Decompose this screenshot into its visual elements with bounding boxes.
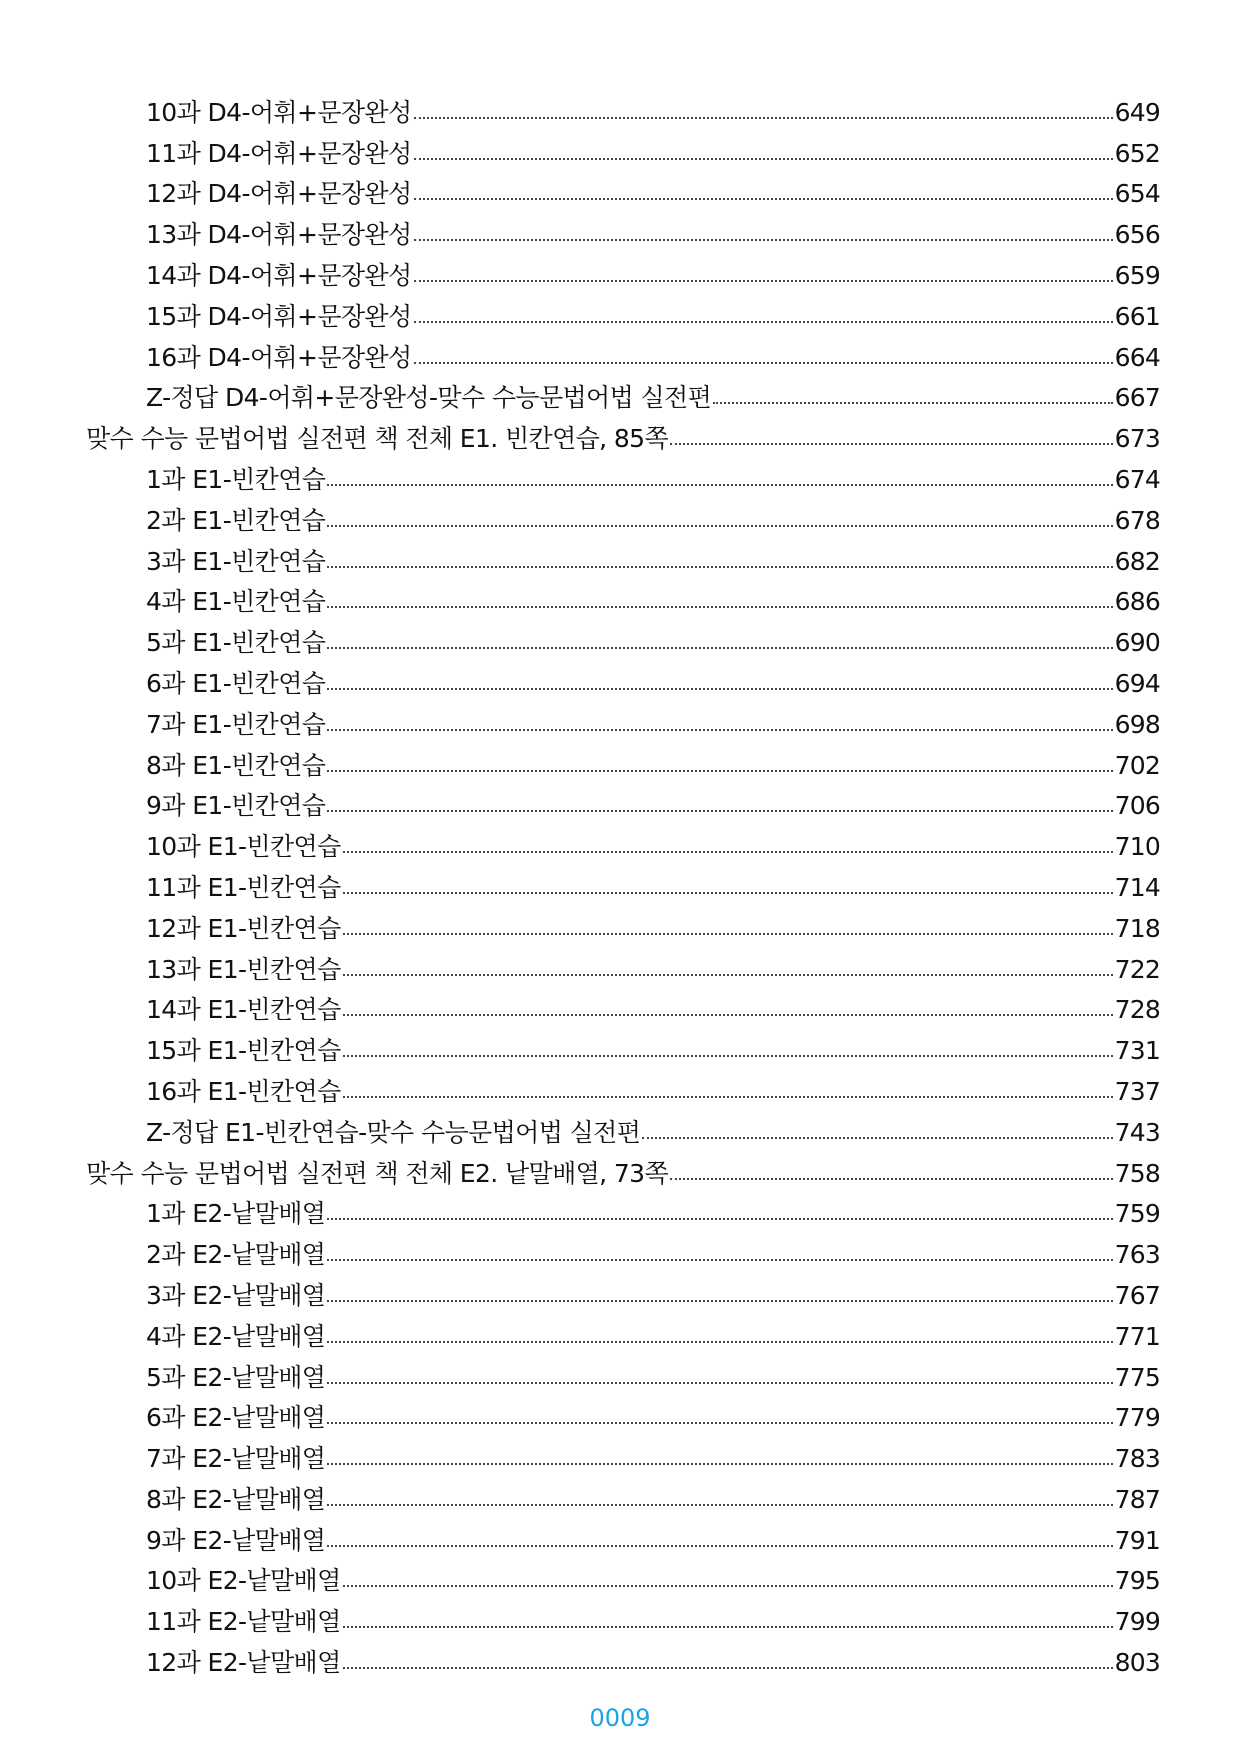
toc-dot-leader bbox=[327, 810, 1112, 812]
toc-entry[interactable] bbox=[0, 740, 1240, 781]
toc-dot-leader bbox=[414, 280, 1113, 282]
toc-entry-title: 5과 E2-낱말배열 bbox=[146, 1362, 326, 1392]
toc-entry[interactable] bbox=[0, 944, 1240, 985]
toc-entry-page-number: 728 bbox=[1114, 995, 1160, 1025]
toc-entry[interactable] bbox=[0, 821, 1240, 862]
toc-entry-page-number: 791 bbox=[1114, 1525, 1160, 1555]
page-number: 0009 bbox=[589, 1704, 651, 1732]
toc-entry-page-number: 706 bbox=[1114, 791, 1160, 821]
toc-entry[interactable] bbox=[0, 1515, 1240, 1556]
toc-entry-page-number: 779 bbox=[1114, 1403, 1160, 1433]
toc-dot-leader bbox=[713, 402, 1113, 404]
toc-dot-leader bbox=[414, 321, 1113, 323]
toc-entry[interactable] bbox=[0, 536, 1240, 577]
toc-entry[interactable] bbox=[0, 1229, 1240, 1270]
toc-entry-page-number: 678 bbox=[1114, 505, 1160, 535]
toc-entry-page-number: 763 bbox=[1114, 1240, 1160, 1270]
toc-dot-leader bbox=[327, 1422, 1112, 1424]
toc-entry[interactable] bbox=[0, 1270, 1240, 1311]
toc-entry-page-number: 714 bbox=[1114, 872, 1160, 902]
toc-entry[interactable] bbox=[0, 903, 1240, 944]
toc-entry-title: 2과 E1-빈칸연습 bbox=[146, 505, 326, 535]
toc-entry-title: 10과 E1-빈칸연습 bbox=[146, 832, 341, 862]
toc-entry-page-number: 787 bbox=[1114, 1484, 1160, 1514]
toc-entry[interactable] bbox=[0, 250, 1240, 291]
toc-entry-title: 9과 E1-빈칸연습 bbox=[146, 791, 326, 821]
toc-entry[interactable] bbox=[0, 781, 1240, 822]
toc-entry-title: 1과 E1-빈칸연습 bbox=[146, 464, 326, 494]
toc-entry-page-number: 783 bbox=[1114, 1444, 1160, 1474]
toc-entry-title: 11과 E2-낱말배열 bbox=[146, 1607, 341, 1637]
toc-entry-title: 12과 E1-빈칸연습 bbox=[146, 913, 341, 943]
toc-entry-page-number: 652 bbox=[1114, 138, 1160, 168]
toc-entry[interactable] bbox=[0, 291, 1240, 332]
toc-dot-leader bbox=[327, 1545, 1112, 1547]
toc-dot-leader bbox=[414, 362, 1113, 364]
toc-entry-page-number: 722 bbox=[1114, 954, 1160, 984]
toc-entry-title: 15과 E1-빈칸연습 bbox=[146, 1036, 341, 1066]
toc-entry-title: 9과 E2-낱말배열 bbox=[146, 1525, 326, 1555]
toc-dot-leader bbox=[327, 1382, 1112, 1384]
toc-entry[interactable] bbox=[0, 454, 1240, 495]
toc-dot-leader bbox=[414, 198, 1113, 200]
toc-dot-leader bbox=[327, 1341, 1112, 1343]
toc-dot-leader bbox=[343, 974, 1113, 976]
toc-entry-page-number: 743 bbox=[1114, 1117, 1160, 1147]
toc-entry[interactable] bbox=[0, 617, 1240, 658]
toc-entry[interactable] bbox=[0, 495, 1240, 536]
toc-dot-leader bbox=[343, 892, 1113, 894]
toc-entry-title: 1과 E2-낱말배열 bbox=[146, 1199, 326, 1229]
toc-dot-leader bbox=[327, 525, 1112, 527]
toc-entry-title: 5과 E1-빈칸연습 bbox=[146, 628, 326, 658]
toc-entry-page-number: 654 bbox=[1114, 179, 1160, 209]
toc-section-entry[interactable] bbox=[0, 413, 1240, 454]
toc-dot-leader bbox=[327, 1300, 1112, 1302]
toc-dot-leader bbox=[327, 729, 1112, 731]
toc-entry[interactable] bbox=[0, 373, 1240, 414]
toc-dot-leader bbox=[343, 1667, 1113, 1669]
toc-entry-title: 6과 E1-빈칸연습 bbox=[146, 668, 326, 698]
toc-entry-page-number: 649 bbox=[1114, 97, 1160, 127]
toc-entry-page-number: 771 bbox=[1114, 1321, 1160, 1351]
toc-entry-title: 13과 D4-어휘+문장완성 bbox=[146, 220, 412, 250]
toc-entry-title: 8과 E1-빈칸연습 bbox=[146, 750, 326, 780]
toc-entry-title: 3과 E1-빈칸연습 bbox=[146, 546, 326, 576]
toc-entry-page-number: 803 bbox=[1114, 1648, 1160, 1678]
toc-entry-title: 맞수 수능 문법어법 실전편 책 전체 E2. 낱말배열, 73쪽 bbox=[86, 1158, 669, 1188]
toc-entry-page-number: 664 bbox=[1114, 342, 1160, 372]
toc-dot-leader bbox=[327, 566, 1112, 568]
toc-entry-title: 10과 E2-낱말배열 bbox=[146, 1566, 341, 1596]
toc-entry-title: 14과 E1-빈칸연습 bbox=[146, 995, 341, 1025]
toc-entry-title: 12과 D4-어휘+문장완성 bbox=[146, 179, 412, 209]
toc-entry[interactable] bbox=[0, 128, 1240, 169]
toc-entry[interactable] bbox=[0, 862, 1240, 903]
toc-entry[interactable] bbox=[0, 1066, 1240, 1107]
toc-dot-leader bbox=[343, 1055, 1113, 1057]
toc-entry-page-number: 775 bbox=[1114, 1362, 1160, 1392]
toc-entry-title: 맞수 수능 문법어법 실전편 책 전체 E1. 빈칸연습, 85쪽 bbox=[86, 424, 669, 454]
toc-dot-leader bbox=[414, 117, 1113, 119]
table-of-contents bbox=[0, 87, 1240, 1678]
toc-entry-page-number: 673 bbox=[1114, 424, 1160, 454]
toc-dot-leader bbox=[343, 1096, 1113, 1098]
toc-entry-title: Z-정답 E1-빈칸연습-맞수 수능문법어법 실전편 bbox=[146, 1117, 641, 1147]
toc-entry[interactable] bbox=[0, 985, 1240, 1026]
toc-entry-page-number: 795 bbox=[1114, 1566, 1160, 1596]
toc-entry-page-number: 690 bbox=[1114, 628, 1160, 658]
toc-entry-title: 7과 E1-빈칸연습 bbox=[146, 709, 326, 739]
toc-entry-title: 16과 E1-빈칸연습 bbox=[146, 1076, 341, 1106]
toc-entry-title: 4과 E1-빈칸연습 bbox=[146, 587, 326, 617]
toc-entry-page-number: 758 bbox=[1114, 1158, 1160, 1188]
toc-entry[interactable] bbox=[0, 209, 1240, 250]
toc-entry-page-number: 737 bbox=[1114, 1076, 1160, 1106]
toc-dot-leader bbox=[343, 1014, 1113, 1016]
toc-entry[interactable] bbox=[0, 1433, 1240, 1474]
toc-dot-leader bbox=[327, 1463, 1112, 1465]
toc-entry[interactable] bbox=[0, 1393, 1240, 1434]
toc-dot-leader bbox=[327, 484, 1112, 486]
toc-dot-leader bbox=[327, 1218, 1112, 1220]
toc-entry-page-number: 656 bbox=[1114, 220, 1160, 250]
toc-entry-title: 16과 D4-어휘+문장완성 bbox=[146, 342, 412, 372]
toc-entry-page-number: 682 bbox=[1114, 546, 1160, 576]
toc-entry[interactable] bbox=[0, 1189, 1240, 1230]
toc-entry[interactable] bbox=[0, 169, 1240, 210]
toc-entry-title: 2과 E2-낱말배열 bbox=[146, 1240, 326, 1270]
toc-dot-leader bbox=[343, 1626, 1113, 1628]
toc-entry-title: 14과 D4-어휘+문장완성 bbox=[146, 260, 412, 290]
toc-entry-title: 4과 E2-낱말배열 bbox=[146, 1321, 326, 1351]
toc-dot-leader bbox=[327, 1259, 1112, 1261]
toc-entry[interactable] bbox=[0, 87, 1240, 128]
toc-entry-page-number: 686 bbox=[1114, 587, 1160, 617]
toc-dot-leader bbox=[327, 647, 1112, 649]
toc-entry-page-number: 759 bbox=[1114, 1199, 1160, 1229]
toc-dot-leader bbox=[670, 443, 1113, 445]
toc-entry[interactable] bbox=[0, 1107, 1240, 1148]
toc-entry-title: 3과 E2-낱말배열 bbox=[146, 1280, 326, 1310]
toc-entry-page-number: 661 bbox=[1114, 301, 1160, 331]
toc-entry[interactable] bbox=[0, 1352, 1240, 1393]
toc-dot-leader bbox=[327, 688, 1112, 690]
toc-entry-page-number: 694 bbox=[1114, 668, 1160, 698]
toc-entry-title: 11과 E1-빈칸연습 bbox=[146, 872, 341, 902]
toc-entry-page-number: 731 bbox=[1114, 1036, 1160, 1066]
toc-dot-leader bbox=[327, 1504, 1112, 1506]
toc-entry[interactable] bbox=[0, 1311, 1240, 1352]
toc-dot-leader bbox=[642, 1137, 1112, 1139]
toc-entry[interactable] bbox=[0, 1637, 1240, 1678]
toc-entry-page-number: 698 bbox=[1114, 709, 1160, 739]
toc-entry-title: 13과 E1-빈칸연습 bbox=[146, 954, 341, 984]
toc-entry-title: 6과 E2-낱말배열 bbox=[146, 1403, 326, 1433]
toc-entry-title: 15과 D4-어휘+문장완성 bbox=[146, 301, 412, 331]
toc-dot-leader bbox=[414, 239, 1113, 241]
toc-entry-page-number: 674 bbox=[1114, 464, 1160, 494]
toc-entry-title: 11과 D4-어휘+문장완성 bbox=[146, 138, 412, 168]
toc-entry[interactable] bbox=[0, 332, 1240, 373]
toc-dot-leader bbox=[670, 1178, 1113, 1180]
toc-entry[interactable] bbox=[0, 658, 1240, 699]
toc-entry-title: Z-정답 D4-어휘+문장완성-맞수 수능문법어법 실전편 bbox=[146, 383, 712, 413]
toc-entry-page-number: 767 bbox=[1114, 1280, 1160, 1310]
toc-section-entry[interactable] bbox=[0, 1148, 1240, 1189]
toc-entry[interactable] bbox=[0, 1474, 1240, 1515]
toc-entry[interactable] bbox=[0, 577, 1240, 618]
toc-entry-title: 8과 E2-낱말배열 bbox=[146, 1484, 326, 1514]
toc-entry[interactable] bbox=[0, 1596, 1240, 1637]
toc-dot-leader bbox=[327, 606, 1112, 608]
toc-entry-page-number: 667 bbox=[1114, 383, 1160, 413]
toc-entry[interactable] bbox=[0, 1025, 1240, 1066]
toc-entry-page-number: 702 bbox=[1114, 750, 1160, 780]
toc-entry-page-number: 710 bbox=[1114, 832, 1160, 862]
toc-dot-leader bbox=[414, 158, 1113, 160]
toc-entry-title: 12과 E2-낱말배열 bbox=[146, 1648, 341, 1678]
toc-dot-leader bbox=[327, 770, 1112, 772]
toc-entry-page-number: 659 bbox=[1114, 260, 1160, 290]
toc-entry-title: 10과 D4-어휘+문장완성 bbox=[146, 97, 412, 127]
toc-dot-leader bbox=[343, 1585, 1113, 1587]
toc-dot-leader bbox=[343, 933, 1113, 935]
toc-entry-title: 7과 E2-낱말배열 bbox=[146, 1444, 326, 1474]
toc-entry[interactable] bbox=[0, 1556, 1240, 1597]
toc-dot-leader bbox=[343, 851, 1113, 853]
toc-entry[interactable] bbox=[0, 699, 1240, 740]
toc-entry-page-number: 718 bbox=[1114, 913, 1160, 943]
toc-entry-page-number: 799 bbox=[1114, 1607, 1160, 1637]
